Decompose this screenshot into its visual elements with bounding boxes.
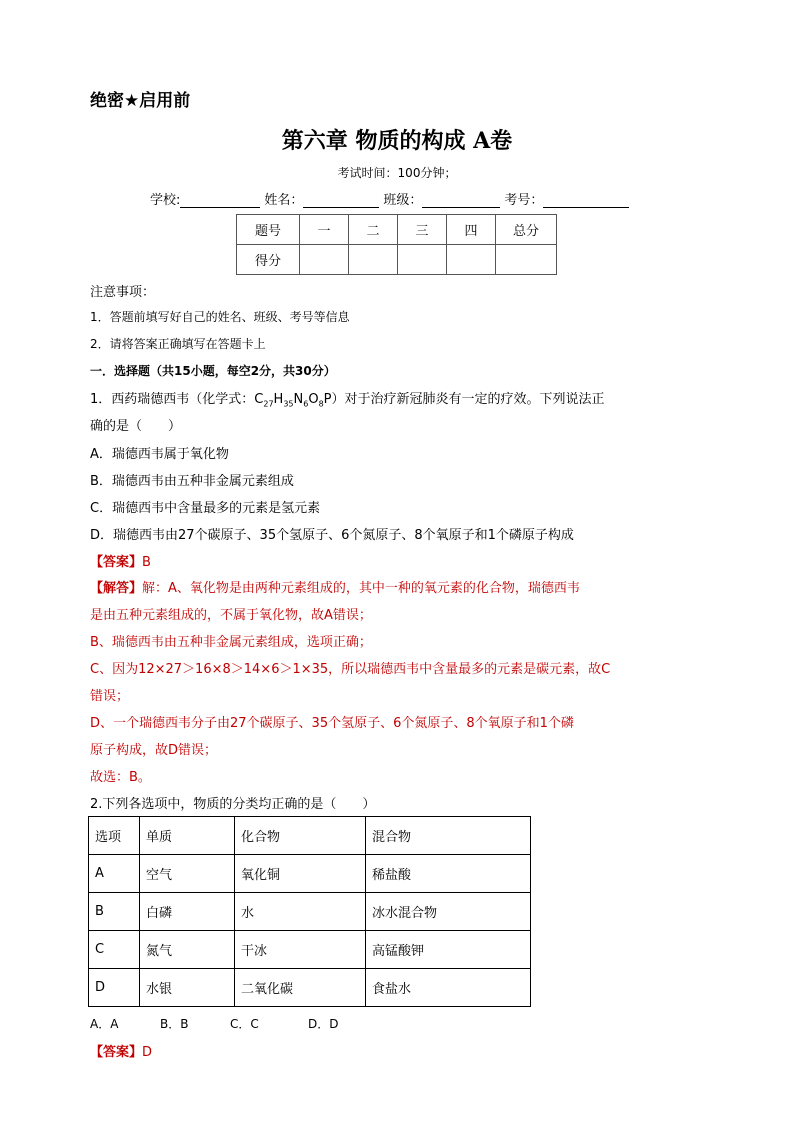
table-cell: 冰水混合物 bbox=[366, 893, 531, 931]
number-blank[interactable] bbox=[543, 193, 629, 208]
name-label: 姓名： bbox=[264, 193, 304, 208]
table-cell: 二氧化碳 bbox=[235, 969, 366, 1007]
table-row bbox=[89, 969, 531, 1007]
score-header: 三 bbox=[398, 215, 447, 245]
class-label: 班级： bbox=[383, 193, 423, 208]
q2-table bbox=[88, 816, 531, 1007]
q1-analysis-line: 错误； bbox=[90, 689, 130, 704]
table-cell: 单质 bbox=[140, 817, 235, 855]
score-cell[interactable] bbox=[300, 245, 349, 275]
q1-analysis-line: B、瑞德西韦由五种非金属元素组成，选项正确； bbox=[90, 635, 372, 650]
table-cell: 氮气 bbox=[140, 931, 235, 969]
q1-option-d: D．瑞德西韦由27个碳原子、35个氢原子、6个氮原子、8个氧原子和1个磷原子构成 bbox=[90, 528, 574, 543]
q1-analysis-line: 是由五种元素组成的，不属于氧化物，故A错误； bbox=[90, 608, 372, 623]
student-info-line bbox=[150, 189, 633, 208]
q1-stem-cont: 确的是（ ） bbox=[90, 419, 182, 434]
answer-value: D bbox=[142, 1045, 153, 1060]
school-blank[interactable] bbox=[180, 193, 260, 208]
q1-analysis-line: C、因为12×27＞16×8＞14×6＞1×35，所以瑞德西韦中含量最多的元素是碳元素，故C bbox=[90, 662, 611, 677]
q1-option-a: A．瑞德西韦属于氧化物 bbox=[90, 447, 229, 462]
score-header: 四 bbox=[447, 215, 496, 245]
q2-option-a: A．A bbox=[90, 1017, 119, 1031]
table-cell: 稀盐酸 bbox=[366, 855, 531, 893]
table-cell: C bbox=[89, 931, 140, 969]
score-header: 一 bbox=[300, 215, 349, 245]
score-table bbox=[236, 214, 557, 275]
q2-stem: 2.下列各选项中，物质的分类均正确的是（ ） bbox=[90, 797, 376, 812]
score-cell[interactable] bbox=[447, 245, 496, 275]
q2-answer bbox=[90, 1041, 152, 1060]
score-header: 总分 bbox=[496, 215, 557, 245]
exam-time: 考试时间：100分钟； bbox=[337, 166, 457, 180]
note-item: 1．答题前填写好自己的姓名、班级、考号等信息 bbox=[90, 310, 350, 324]
secret-label: 绝密★启用前 bbox=[90, 91, 191, 111]
answer-tag: 【答案】 bbox=[90, 555, 143, 570]
q1-analysis-line: 原子构成，故D错误； bbox=[90, 743, 218, 758]
q1-option-c: C．瑞德西韦中含量最多的元素是氢元素 bbox=[90, 501, 321, 516]
q1-option-b: B．瑞德西韦由五种非金属元素组成 bbox=[90, 474, 294, 489]
q2-option-c: C．C bbox=[230, 1017, 259, 1031]
table-cell: 高锰酸钾 bbox=[366, 931, 531, 969]
table-row bbox=[89, 893, 531, 931]
answer-tag: 【答案】 bbox=[90, 1045, 143, 1060]
q1-answer bbox=[90, 551, 151, 570]
table-cell: 水 bbox=[235, 893, 366, 931]
table-cell: 食盐水 bbox=[366, 969, 531, 1007]
name-blank[interactable] bbox=[303, 193, 379, 208]
table-cell: 混合物 bbox=[366, 817, 531, 855]
table-row bbox=[89, 931, 531, 969]
school-label: 学校: bbox=[150, 193, 181, 208]
section-heading: 一．选择题（共15小题，每空2分，共30分） bbox=[90, 364, 336, 378]
table-cell: D bbox=[89, 969, 140, 1007]
table-cell: 空气 bbox=[140, 855, 235, 893]
q2-option-b: B．B bbox=[160, 1017, 189, 1031]
score-cell[interactable] bbox=[349, 245, 398, 275]
page-title: 第六章 物质的构成 A卷 bbox=[281, 128, 513, 154]
analysis-tag: 【解答】 bbox=[90, 581, 143, 596]
q1-analysis-line: 【解答】解：A、氧化物是由两种元素组成的，其中一种的氧元素的化合物，瑞德西韦 bbox=[90, 581, 580, 596]
table-cell: 选项 bbox=[89, 817, 140, 855]
table-cell: 干冰 bbox=[235, 931, 366, 969]
class-blank[interactable] bbox=[422, 193, 500, 208]
number-label: 考号： bbox=[504, 193, 544, 208]
table-cell: 水银 bbox=[140, 969, 235, 1007]
q1-analysis-line: D、一个瑞德西韦分子由27个碳原子、35个氢原子、6个氮原子、8个氧原子和1个磷 bbox=[90, 716, 574, 731]
note-item: 2．请将答案正确填写在答题卡上 bbox=[90, 337, 266, 351]
q1-stem: 1．西药瑞德西韦（化学式：$C_{27}H_{35}N_6O_8P$）对于治疗新冠肺炎有一定的疗效。下列说法正 bbox=[90, 392, 605, 409]
q2-option-d: D．D bbox=[308, 1017, 339, 1031]
table-cell: 白磷 bbox=[140, 893, 235, 931]
notes-title: 注意事项： bbox=[90, 285, 156, 300]
score-header: 二 bbox=[349, 215, 398, 245]
table-cell: A bbox=[89, 855, 140, 893]
score-row-label: 得分 bbox=[237, 245, 300, 275]
table-cell: 氧化铜 bbox=[235, 855, 366, 893]
answer-value: B bbox=[142, 555, 151, 570]
table-cell: 化合物 bbox=[235, 817, 366, 855]
table-row bbox=[89, 855, 531, 893]
q1-analysis-line: 故选：B。 bbox=[90, 770, 151, 785]
score-cell[interactable] bbox=[496, 245, 557, 275]
score-cell[interactable] bbox=[398, 245, 447, 275]
score-header: 题号 bbox=[237, 215, 300, 245]
table-row bbox=[89, 817, 531, 855]
table-cell: B bbox=[89, 893, 140, 931]
